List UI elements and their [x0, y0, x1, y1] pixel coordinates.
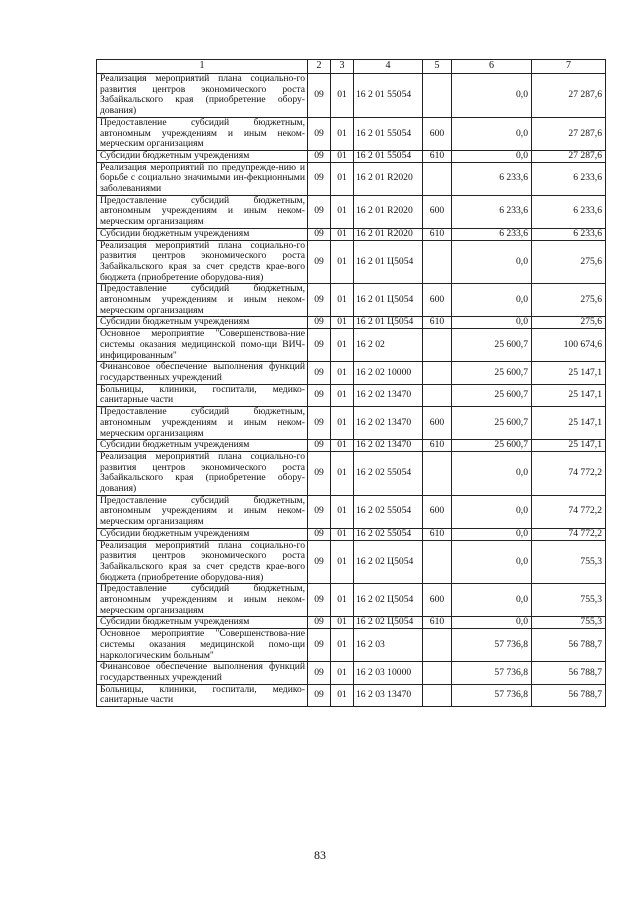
- cell-amount-1: 0,0: [452, 584, 532, 617]
- cell-target-article: 16 2 03: [354, 629, 423, 662]
- cell-name: Субсидии бюджетным учреждениям: [97, 528, 308, 540]
- cell-amount-2: 6 233,6: [532, 228, 606, 240]
- cell-expense-type: [423, 329, 452, 362]
- cell-expense-type: 600: [423, 195, 452, 228]
- cell-subsection: 01: [331, 684, 354, 706]
- cell-section: 09: [308, 362, 331, 384]
- cell-subsection: 01: [331, 162, 354, 195]
- table-row: [97, 540, 606, 584]
- cell-expense-type: [423, 162, 452, 195]
- cell-expense-type: [423, 451, 452, 495]
- cell-expense-type: [423, 629, 452, 662]
- cell-amount-1: 0,0: [452, 240, 532, 284]
- cell-amount-2: 25 147,1: [532, 407, 606, 440]
- cell-name: Субсидии бюджетным учреждениям: [97, 228, 308, 240]
- cell-target-article: 16 2 03 10000: [354, 662, 423, 684]
- cell-section: 09: [308, 528, 331, 540]
- cell-amount-2: 755,3: [532, 540, 606, 584]
- cell-subsection: 01: [331, 617, 354, 629]
- cell-target-article: 16 2 01 55054: [354, 117, 423, 150]
- cell-amount-2: 74 772,2: [532, 528, 606, 540]
- cell-name: Субсидии бюджетным учреждениям: [97, 317, 308, 329]
- cell-target-article: 16 2 02 13470: [354, 407, 423, 440]
- cell-expense-type: [423, 540, 452, 584]
- cell-subsection: 01: [331, 440, 354, 452]
- cell-name: Предоставление субсидий бюджетным, автономным учреждениям и иным неком-мерческим организациям: [97, 495, 308, 528]
- table-header-row: [97, 60, 606, 74]
- cell-subsection: 01: [331, 284, 354, 317]
- cell-name: Реализация мероприятий плана социально-го развития центров экономического роста Забайкальского края (приобретение обору-дования): [97, 451, 308, 495]
- header-col-3: 3: [331, 60, 354, 74]
- cell-subsection: 01: [331, 195, 354, 228]
- cell-section: 09: [308, 162, 331, 195]
- table-row: [97, 284, 606, 317]
- budget-table-page: [96, 59, 605, 707]
- table-row: [97, 228, 606, 240]
- cell-section: 09: [308, 629, 331, 662]
- table-row: [97, 74, 606, 118]
- cell-target-article: 16 2 03 13470: [354, 684, 423, 706]
- cell-subsection: 01: [331, 528, 354, 540]
- cell-amount-2: 27 287,6: [532, 117, 606, 150]
- cell-amount-2: 56 788,7: [532, 684, 606, 706]
- cell-target-article: 16 2 01 Ц5054: [354, 317, 423, 329]
- table-row: [97, 150, 606, 162]
- cell-subsection: 01: [331, 317, 354, 329]
- cell-amount-2: 6 233,6: [532, 195, 606, 228]
- cell-expense-type: [423, 240, 452, 284]
- table-row: [97, 451, 606, 495]
- cell-amount-2: 74 772,2: [532, 451, 606, 495]
- cell-subsection: 01: [331, 662, 354, 684]
- cell-subsection: 01: [331, 407, 354, 440]
- cell-expense-type: [423, 684, 452, 706]
- cell-amount-1: 57 736,8: [452, 629, 532, 662]
- cell-amount-2: 275,6: [532, 284, 606, 317]
- cell-section: 09: [308, 117, 331, 150]
- table-row: [97, 362, 606, 384]
- cell-name: Предоставление субсидий бюджетным, автономным учреждениям и иным неком-мерческим организациям: [97, 284, 308, 317]
- cell-expense-type: 610: [423, 617, 452, 629]
- cell-section: 09: [308, 407, 331, 440]
- cell-target-article: 16 2 02 55054: [354, 528, 423, 540]
- cell-subsection: 01: [331, 117, 354, 150]
- table-row: [97, 495, 606, 528]
- cell-section: 09: [308, 617, 331, 629]
- cell-section: 09: [308, 384, 331, 406]
- cell-target-article: 16 2 01 R2020: [354, 162, 423, 195]
- cell-name: Предоставление субсидий бюджетным, автономным учреждениям и иным неком-мерческим организациям: [97, 584, 308, 617]
- cell-section: 09: [308, 684, 331, 706]
- cell-name: Больницы, клиники, госпитали, медико-санитарные части: [97, 684, 308, 706]
- cell-section: 09: [308, 284, 331, 317]
- cell-amount-1: 25 600,7: [452, 362, 532, 384]
- cell-expense-type: 600: [423, 407, 452, 440]
- cell-amount-2: 25 147,1: [532, 362, 606, 384]
- cell-section: 09: [308, 329, 331, 362]
- cell-target-article: 16 2 02 Ц5054: [354, 540, 423, 584]
- cell-name: Финансовое обеспечение выполнения функций государственных учреждений: [97, 362, 308, 384]
- cell-amount-1: 0,0: [452, 150, 532, 162]
- table-row: [97, 384, 606, 406]
- cell-expense-type: [423, 384, 452, 406]
- cell-name: Предоставление субсидий бюджетным, автономным учреждениям и иным неком-мерческим организациям: [97, 407, 308, 440]
- cell-amount-1: 25 600,7: [452, 384, 532, 406]
- table-row: [97, 329, 606, 362]
- budget-table: [96, 59, 606, 707]
- cell-name: Реализация мероприятий плана социально-го развития центров экономического роста Забайкальского края (приобретение обору-дования): [97, 74, 308, 118]
- table-row: [97, 240, 606, 284]
- cell-amount-1: 0,0: [452, 74, 532, 118]
- cell-amount-1: 6 233,6: [452, 162, 532, 195]
- table-row: [97, 584, 606, 617]
- cell-expense-type: [423, 662, 452, 684]
- cell-expense-type: 600: [423, 495, 452, 528]
- cell-amount-1: 0,0: [452, 117, 532, 150]
- cell-section: 09: [308, 662, 331, 684]
- cell-amount-1: 0,0: [452, 617, 532, 629]
- cell-expense-type: [423, 74, 452, 118]
- cell-expense-type: 600: [423, 584, 452, 617]
- cell-section: 09: [308, 584, 331, 617]
- page-number: 83: [314, 848, 326, 862]
- cell-target-article: 16 2 02 Ц5054: [354, 584, 423, 617]
- table-row: [97, 117, 606, 150]
- header-col-2: 2: [308, 60, 331, 74]
- table-row: [97, 162, 606, 195]
- table-row: [97, 617, 606, 629]
- cell-subsection: 01: [331, 451, 354, 495]
- cell-name: Финансовое обеспечение выполнения функций государственных учреждений: [97, 662, 308, 684]
- header-col-1: 1: [97, 60, 308, 74]
- header-col-7: 7: [532, 60, 606, 74]
- cell-expense-type: 600: [423, 117, 452, 150]
- cell-amount-1: 6 233,6: [452, 195, 532, 228]
- header-col-5: 5: [423, 60, 452, 74]
- cell-amount-1: 0,0: [452, 317, 532, 329]
- cell-section: 09: [308, 440, 331, 452]
- cell-name: Основное мероприятие "Совершенствова-ние системы оказания медицинской помо-щи наркологическим больным": [97, 629, 308, 662]
- table-row: [97, 684, 606, 706]
- cell-amount-2: 74 772,2: [532, 495, 606, 528]
- cell-name: Предоставление субсидий бюджетным, автономным учреждениям и иным неком-мерческим организациям: [97, 117, 308, 150]
- cell-expense-type: 610: [423, 228, 452, 240]
- cell-section: 09: [308, 540, 331, 584]
- cell-amount-1: 25 600,7: [452, 407, 532, 440]
- cell-name: Реализация мероприятий по предупрежде-нию и борьбе с социально значимыми ин-фекционными заболеваниями: [97, 162, 308, 195]
- header-col-6: 6: [452, 60, 532, 74]
- cell-amount-2: 275,6: [532, 317, 606, 329]
- cell-target-article: 16 2 01 Ц5054: [354, 284, 423, 317]
- cell-name: Больницы, клиники, госпитали, медико-санитарные части: [97, 384, 308, 406]
- cell-section: 09: [308, 495, 331, 528]
- cell-expense-type: 610: [423, 150, 452, 162]
- cell-expense-type: [423, 362, 452, 384]
- cell-expense-type: 610: [423, 528, 452, 540]
- cell-section: 09: [308, 195, 331, 228]
- cell-subsection: 01: [331, 150, 354, 162]
- table-row: [97, 407, 606, 440]
- cell-subsection: 01: [331, 362, 354, 384]
- cell-section: 09: [308, 451, 331, 495]
- header-col-4: 4: [354, 60, 423, 74]
- cell-name: Субсидии бюджетным учреждениям: [97, 150, 308, 162]
- table-row: [97, 528, 606, 540]
- cell-section: 09: [308, 240, 331, 284]
- cell-target-article: 16 2 02 Ц5054: [354, 617, 423, 629]
- cell-section: 09: [308, 228, 331, 240]
- cell-section: 09: [308, 150, 331, 162]
- cell-amount-1: 6 233,6: [452, 228, 532, 240]
- cell-name: Реализация мероприятий плана социально-го развития центров экономического роста Забайкальского края за счет средств крае-вого бюджета (приобретение оборудова-ния): [97, 540, 308, 584]
- cell-target-article: 16 2 02: [354, 329, 423, 362]
- table-body: [97, 74, 606, 707]
- cell-subsection: 01: [331, 228, 354, 240]
- cell-target-article: 16 2 01 55054: [354, 74, 423, 118]
- cell-target-article: 16 2 02 55054: [354, 495, 423, 528]
- cell-target-article: 16 2 01 55054: [354, 150, 423, 162]
- cell-subsection: 01: [331, 384, 354, 406]
- cell-amount-2: 755,3: [532, 617, 606, 629]
- cell-amount-2: 100 674,6: [532, 329, 606, 362]
- cell-amount-2: 25 147,1: [532, 384, 606, 406]
- cell-amount-2: 6 233,6: [532, 162, 606, 195]
- cell-amount-2: 755,3: [532, 584, 606, 617]
- cell-amount-1: 0,0: [452, 528, 532, 540]
- table-row: [97, 195, 606, 228]
- cell-amount-1: 57 736,8: [452, 684, 532, 706]
- cell-subsection: 01: [331, 540, 354, 584]
- cell-expense-type: 600: [423, 284, 452, 317]
- cell-subsection: 01: [331, 329, 354, 362]
- cell-amount-1: 25 600,7: [452, 440, 532, 452]
- cell-amount-1: 0,0: [452, 451, 532, 495]
- cell-target-article: 16 2 02 55054: [354, 451, 423, 495]
- cell-name: Предоставление субсидий бюджетным, автономным учреждениям и иным неком-мерческим организациям: [97, 195, 308, 228]
- cell-amount-1: 0,0: [452, 540, 532, 584]
- cell-amount-1: 25 600,7: [452, 329, 532, 362]
- cell-amount-2: 275,6: [532, 240, 606, 284]
- cell-target-article: 16 2 02 13470: [354, 384, 423, 406]
- cell-subsection: 01: [331, 629, 354, 662]
- cell-expense-type: 610: [423, 317, 452, 329]
- cell-amount-1: 0,0: [452, 284, 532, 317]
- cell-target-article: 16 2 01 R2020: [354, 228, 423, 240]
- cell-subsection: 01: [331, 74, 354, 118]
- table-row: [97, 662, 606, 684]
- cell-name: Субсидии бюджетным учреждениям: [97, 617, 308, 629]
- table-row: [97, 317, 606, 329]
- cell-amount-2: 27 287,6: [532, 74, 606, 118]
- cell-target-article: 16 2 02 13470: [354, 440, 423, 452]
- cell-subsection: 01: [331, 495, 354, 528]
- cell-subsection: 01: [331, 240, 354, 284]
- cell-target-article: 16 2 02 10000: [354, 362, 423, 384]
- cell-name: Основное мероприятие "Совершенствова-ние системы оказания медицинской помо-щи ВИЧ-инфицированным": [97, 329, 308, 362]
- cell-amount-2: 27 287,6: [532, 150, 606, 162]
- cell-expense-type: 610: [423, 440, 452, 452]
- cell-name: Реализация мероприятий плана социально-го развития центров экономического роста Забайкальского края за счет средств крае-вого бюджета (приобретение оборудова-ния): [97, 240, 308, 284]
- cell-amount-1: 0,0: [452, 495, 532, 528]
- table-row: [97, 440, 606, 452]
- cell-section: 09: [308, 317, 331, 329]
- cell-amount-2: 25 147,1: [532, 440, 606, 452]
- cell-subsection: 01: [331, 584, 354, 617]
- cell-section: 09: [308, 74, 331, 118]
- cell-amount-2: 56 788,7: [532, 629, 606, 662]
- cell-name: Субсидии бюджетным учреждениям: [97, 440, 308, 452]
- cell-amount-2: 56 788,7: [532, 662, 606, 684]
- table-row: [97, 629, 606, 662]
- cell-target-article: 16 2 01 Ц5054: [354, 240, 423, 284]
- cell-amount-1: 57 736,8: [452, 662, 532, 684]
- cell-target-article: 16 2 01 R2020: [354, 195, 423, 228]
